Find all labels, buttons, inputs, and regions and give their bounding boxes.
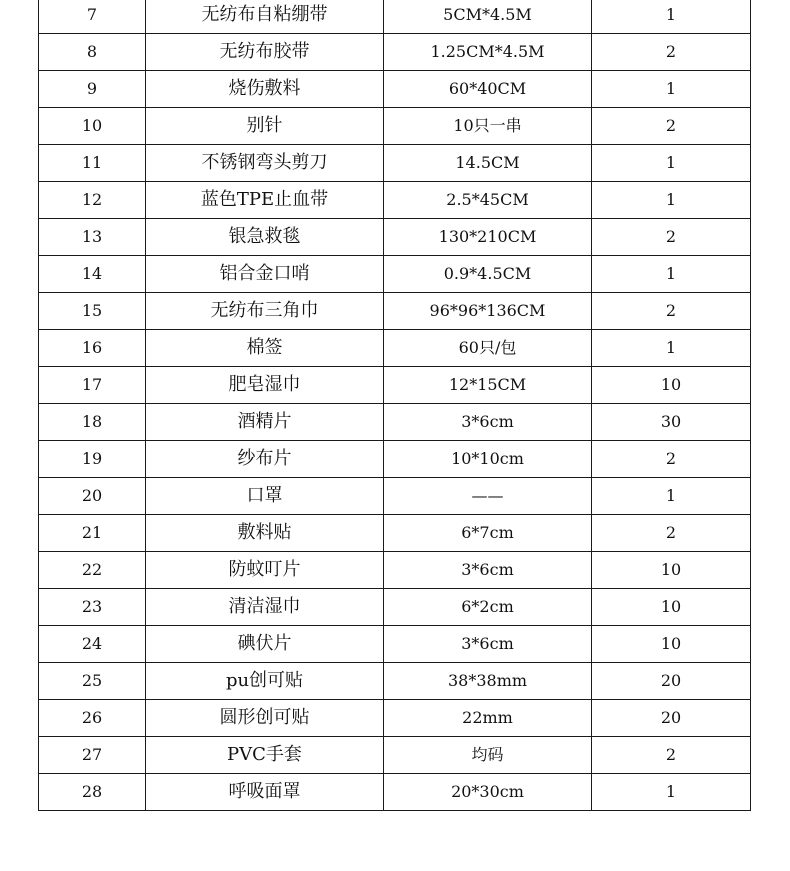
- item-name-cell: 纱布片: [146, 441, 384, 478]
- item-number-cell: 25: [39, 663, 146, 700]
- item-spec-cell: 6*7cm: [384, 515, 592, 552]
- table-row: [39, 478, 751, 515]
- item-quantity-cell: 10: [592, 552, 751, 589]
- item-quantity-cell: 2: [592, 34, 751, 71]
- item-quantity-cell: 2: [592, 441, 751, 478]
- item-quantity-cell: 1: [592, 145, 751, 182]
- table-body: [39, 0, 751, 811]
- item-quantity-cell: 10: [592, 367, 751, 404]
- item-quantity-cell: 2: [592, 515, 751, 552]
- item-number-cell: 13: [39, 219, 146, 256]
- item-quantity-cell: 1: [592, 774, 751, 811]
- item-name-cell: 防蚊叮片: [146, 552, 384, 589]
- item-spec-cell: 3*6cm: [384, 626, 592, 663]
- item-spec-cell: 14.5CM: [384, 145, 592, 182]
- item-quantity-cell: 2: [592, 219, 751, 256]
- item-quantity-cell: 20: [592, 700, 751, 737]
- item-number-cell: 15: [39, 293, 146, 330]
- item-spec-cell: 均码: [384, 737, 592, 774]
- table-row: [39, 182, 751, 219]
- table-row: [39, 256, 751, 293]
- table-row: [39, 0, 751, 34]
- item-name-cell: 呼吸面罩: [146, 774, 384, 811]
- item-number-cell: 20: [39, 478, 146, 515]
- item-quantity-cell: 2: [592, 737, 751, 774]
- item-number-cell: 18: [39, 404, 146, 441]
- item-quantity-cell: 2: [592, 293, 751, 330]
- item-quantity-cell: 1: [592, 71, 751, 108]
- item-number-cell: 12: [39, 182, 146, 219]
- item-quantity-cell: 1: [592, 256, 751, 293]
- table-row: [39, 34, 751, 71]
- item-name-cell: 不锈钢弯头剪刀: [146, 145, 384, 182]
- item-name-cell: 烧伤敷料: [146, 71, 384, 108]
- item-name-cell: 敷料贴: [146, 515, 384, 552]
- item-number-cell: 22: [39, 552, 146, 589]
- item-quantity-cell: 1: [592, 0, 751, 34]
- item-number-cell: 10: [39, 108, 146, 145]
- item-spec-cell: 5CM*4.5M: [384, 0, 592, 34]
- item-spec-cell: 0.9*4.5CM: [384, 256, 592, 293]
- table-row: [39, 330, 751, 367]
- item-number-cell: 27: [39, 737, 146, 774]
- item-number-cell: 26: [39, 700, 146, 737]
- supply-list-table: [38, 0, 751, 811]
- item-name-cell: 碘伏片: [146, 626, 384, 663]
- item-number-cell: 7: [39, 0, 146, 34]
- item-number-cell: 9: [39, 71, 146, 108]
- item-spec-cell: 10只一串: [384, 108, 592, 145]
- item-name-cell: pu创可贴: [146, 663, 384, 700]
- item-quantity-cell: 2: [592, 108, 751, 145]
- item-name-cell: 无纺布自粘绷带: [146, 0, 384, 34]
- item-quantity-cell: 1: [592, 330, 751, 367]
- item-spec-cell: 1.25CM*4.5M: [384, 34, 592, 71]
- item-name-cell: 酒精片: [146, 404, 384, 441]
- item-name-cell: 银急救毯: [146, 219, 384, 256]
- item-name-cell: 无纺布三角巾: [146, 293, 384, 330]
- item-spec-cell: 2.5*45CM: [384, 182, 592, 219]
- item-spec-cell: 60*40CM: [384, 71, 592, 108]
- item-quantity-cell: 1: [592, 182, 751, 219]
- item-number-cell: 28: [39, 774, 146, 811]
- table-row: [39, 774, 751, 811]
- item-number-cell: 24: [39, 626, 146, 663]
- table-row: [39, 589, 751, 626]
- table-row: [39, 552, 751, 589]
- table-row: [39, 404, 751, 441]
- item-spec-cell: 3*6cm: [384, 552, 592, 589]
- table-row: [39, 108, 751, 145]
- table-row: [39, 626, 751, 663]
- item-spec-cell: 38*38mm: [384, 663, 592, 700]
- table-row: [39, 663, 751, 700]
- item-quantity-cell: 20: [592, 663, 751, 700]
- item-spec-cell: 60只/包: [384, 330, 592, 367]
- item-name-cell: PVC手套: [146, 737, 384, 774]
- table-row: [39, 441, 751, 478]
- item-number-cell: 8: [39, 34, 146, 71]
- item-spec-cell: 10*10cm: [384, 441, 592, 478]
- item-spec-cell: 3*6cm: [384, 404, 592, 441]
- item-name-cell: 清洁湿巾: [146, 589, 384, 626]
- item-quantity-cell: 30: [592, 404, 751, 441]
- item-number-cell: 14: [39, 256, 146, 293]
- item-quantity-cell: 10: [592, 589, 751, 626]
- item-name-cell: 铝合金口哨: [146, 256, 384, 293]
- item-number-cell: 17: [39, 367, 146, 404]
- item-name-cell: 别针: [146, 108, 384, 145]
- item-number-cell: 21: [39, 515, 146, 552]
- item-quantity-cell: 10: [592, 626, 751, 663]
- table-row: [39, 145, 751, 182]
- item-spec-cell: 130*210CM: [384, 219, 592, 256]
- table-row: [39, 71, 751, 108]
- item-number-cell: 16: [39, 330, 146, 367]
- item-name-cell: 棉签: [146, 330, 384, 367]
- item-name-cell: 口罩: [146, 478, 384, 515]
- item-name-cell: 无纺布胶带: [146, 34, 384, 71]
- table-row: [39, 700, 751, 737]
- table-row: [39, 293, 751, 330]
- item-spec-cell: 96*96*136CM: [384, 293, 592, 330]
- item-number-cell: 23: [39, 589, 146, 626]
- item-spec-cell: 20*30cm: [384, 774, 592, 811]
- item-name-cell: 圆形创可贴: [146, 700, 384, 737]
- table-row: [39, 515, 751, 552]
- item-spec-cell: 22mm: [384, 700, 592, 737]
- item-quantity-cell: 1: [592, 478, 751, 515]
- table-row: [39, 219, 751, 256]
- table-row: [39, 737, 751, 774]
- item-spec-cell: 6*2cm: [384, 589, 592, 626]
- item-name-cell: 肥皂湿巾: [146, 367, 384, 404]
- item-name-cell: 蓝色TPE止血带: [146, 182, 384, 219]
- item-number-cell: 11: [39, 145, 146, 182]
- item-spec-cell: ——: [384, 478, 592, 515]
- item-number-cell: 19: [39, 441, 146, 478]
- item-spec-cell: 12*15CM: [384, 367, 592, 404]
- table-row: [39, 367, 751, 404]
